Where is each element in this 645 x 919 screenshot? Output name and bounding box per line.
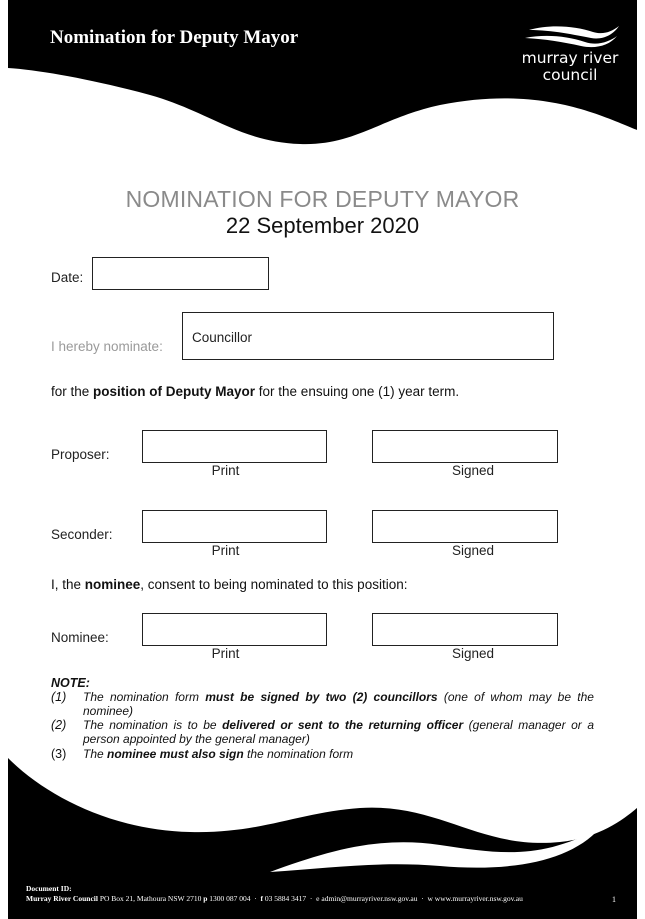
date-field[interactable]: [92, 257, 269, 290]
note-3-number: (3): [51, 747, 67, 761]
note-3-pre: The: [83, 747, 108, 761]
note-2-bold: delivered or sent to the returning officer: [222, 718, 464, 732]
logo-text-line2: council: [542, 66, 598, 84]
notes-heading: NOTE:: [51, 676, 90, 690]
nominee-signed-caption: Signed: [451, 646, 495, 661]
note-1-post: (one of whom may be the nominee): [83, 690, 594, 718]
footer-fax: 03 5884 3417: [264, 894, 307, 903]
nominee-consent-statement: [51, 577, 407, 592]
seconder-print-caption: Print: [211, 543, 240, 558]
position-statement: [51, 384, 459, 399]
note-2-pre: The nomination is to be: [83, 718, 223, 732]
proposer-print-caption: Print: [211, 463, 240, 478]
nominee-label: Nominee:: [51, 630, 109, 645]
footer-email[interactable]: admin@murrayriver.nsw.gov.au: [321, 894, 418, 903]
note-2-number: (2): [51, 718, 67, 732]
form-title: NOMINATION FOR DEPUTY MAYOR: [125, 186, 520, 212]
footer-document-id: Document ID:: [26, 884, 72, 893]
note-1-text: [83, 690, 594, 718]
footer-org: Murray River Council: [26, 894, 98, 903]
nominate-label: I hereby nominate:: [51, 339, 163, 354]
nominee-name-prefix: Councillor: [192, 330, 253, 345]
proposer-signed-field[interactable]: [372, 430, 558, 463]
position-post: for the ensuing one (1) year term.: [255, 384, 460, 399]
note-2-post: (general manager or a person appointed by the general manager): [83, 718, 594, 746]
footer-phone-label: p: [203, 894, 208, 903]
consent-bold: nominee: [84, 577, 141, 592]
position-bold: position of Deputy Mayor: [93, 384, 256, 399]
footer-contact-line: Murray River Council PO Box 21, Mathoura NSW 2710 p 1300 087 004 · f 03 5884 3417 · e admin@murrayriver.nsw.gov.au · w www.murrayriver.nsw.gov.au: [26, 894, 523, 903]
footer-web-label: w: [427, 894, 433, 903]
note-1-number: (1): [51, 690, 67, 704]
note-1-bold: must be signed by two (2) councillors: [205, 690, 438, 704]
seconder-signed-caption: Signed: [451, 543, 495, 558]
footer-fax-label: f: [260, 894, 264, 903]
page-number: 1: [612, 895, 616, 904]
note-3-text: [83, 747, 594, 761]
footer-web[interactable]: www.murrayriver.nsw.gov.au: [434, 894, 523, 903]
proposer-signed-caption: Signed: [451, 463, 495, 478]
nominee-print-field[interactable]: [142, 613, 327, 646]
date-label: Date:: [51, 270, 84, 285]
seconder-signed-field[interactable]: [372, 510, 558, 543]
header-title: Nomination for Deputy Mayor: [50, 27, 299, 48]
nominee-signed-field[interactable]: [372, 613, 558, 646]
nominee-name-field[interactable]: [182, 312, 554, 360]
proposer-label: Proposer:: [51, 447, 110, 462]
river-swoosh-icon: [515, 22, 625, 48]
form-date: 22 September 2020: [225, 213, 420, 238]
nominee-print-caption: Print: [211, 646, 240, 661]
council-logo: [515, 22, 625, 88]
consent-post: , consent to being nominated to this position:: [140, 577, 408, 592]
seconder-label: Seconder:: [51, 527, 113, 542]
consent-pre: I, the: [51, 577, 85, 592]
footer-address: PO Box 21, Mathoura NSW 2710: [99, 894, 202, 903]
logo-text-line1: murray river: [521, 49, 619, 67]
position-pre: for the: [51, 384, 94, 399]
footer-phone: 1300 087 004: [209, 894, 251, 903]
note-3-post: the nomination form: [243, 747, 354, 761]
proposer-print-field[interactable]: [142, 430, 327, 463]
footer-email-label: e: [316, 894, 320, 903]
note-1-pre: The nomination form: [83, 690, 206, 704]
note-2-text: [83, 718, 594, 746]
note-3-bold: nominee must also sign: [107, 747, 244, 761]
seconder-print-field[interactable]: [142, 510, 327, 543]
